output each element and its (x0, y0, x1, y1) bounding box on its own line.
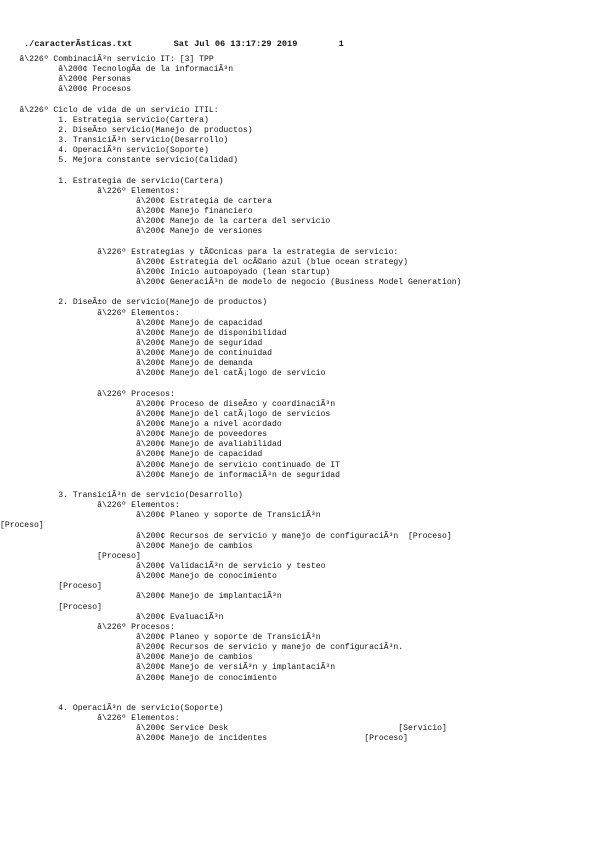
text-line: â\226º Procesos: (0, 389, 175, 399)
text-line: 2. DiseÃ±o de servicio(Manejo de productos) (0, 298, 268, 308)
text-line: â\200¢ Personas (0, 75, 132, 85)
text-line: â\200¢ Manejo de versiÃ³n y implantaciÃ³n (0, 663, 336, 673)
text-line: â\226º Estrategias y tÃ©cnicas para la estrategia de servicio: (0, 247, 399, 257)
text-line: â\200¢ Inicio autoapoyado (lean startup) (0, 267, 331, 277)
text-line: â\200¢ Manejo de capacidad (0, 318, 263, 328)
text-line: 1. Estrategia de servicio(Cartera) (0, 176, 224, 186)
text-line: â\226º CombinaciÃ³n servicio IT: [3] TPP (0, 55, 214, 64)
text-line: â\200¢ Manejo de poveedores (0, 430, 268, 440)
header-page-number: 1 (338, 39, 344, 49)
text-line (0, 96, 599, 106)
text-line (0, 380, 599, 390)
text-line: 2. DiseÃ±o servicio(Manejo de productos) (0, 125, 253, 135)
text-line: â\200¢ Service Desk [Servicio] (0, 724, 447, 734)
text-line: â\200¢ Manejo financiero (0, 207, 253, 217)
text-line: â\200¢ Recursos de servicio y manejo de configuraciÃ³n [Proceso] (0, 531, 452, 541)
text-line: 3. TransiciÃ³n de servicio(Desarrollo) (0, 491, 243, 501)
text-line: â\200¢ Manejo de seguridad (0, 338, 263, 348)
text-line: â\200¢ GeneraciÃ³n de modelo de negocio (Business Model Generation) (0, 278, 462, 288)
text-line: â\200¢ Manejo de conocimiento (0, 572, 277, 582)
text-line: â\200¢ Manejo de implantaciÃ³n (0, 592, 282, 602)
text-line: â\200¢ Estrategia del ocÃ©ano azul (blue ocean strategy) (0, 257, 408, 267)
text-line (0, 288, 599, 298)
text-line: â\200¢ TecnologÃa de la informaciÃ³n (0, 65, 234, 75)
text-line: [Proceso] (0, 602, 102, 612)
text-line (0, 481, 599, 491)
text-line (0, 694, 599, 704)
text-line: â\200¢ Manejo de la cartera del servicio (0, 217, 331, 227)
text-line: [Proceso] (0, 521, 44, 531)
text-line: [Proceso] (0, 582, 102, 592)
text-line: 3. TransiciÃ³n servicio(Desarrollo) (0, 136, 229, 146)
text-line: 4. OperaciÃ³n de servicio(Soporte) (0, 704, 224, 713)
text-line: â\226º Elementos: (0, 308, 180, 318)
header-gap-1 (132, 39, 173, 49)
text-line: [Proceso] (0, 551, 141, 561)
text-line: â\226º Elementos: (0, 714, 180, 724)
text-line (0, 238, 599, 248)
text-line: â\200¢ Proceso de diseÃ±o y coordinaciÃ³n (0, 399, 336, 409)
text-line: â\200¢ Manejo de informaciÃ³n de seguridad (0, 470, 340, 480)
text-line: â\200¢ Manejo de avaliabilidad (0, 440, 282, 450)
text-line: 5. Mejora constante servicio(Calidad) (0, 156, 238, 166)
text-line: â\200¢ Manejo de continuidad (0, 349, 272, 359)
text-line: â\200¢ Manejo del catÃ¡logo de servicios (0, 409, 331, 419)
text-line: â\200¢ Manejo de conocimiento (0, 673, 277, 683)
text-line: â\200¢ EvaluaciÃ³n (0, 612, 224, 622)
text-line: â\200¢ Manejo de demanda (0, 359, 253, 369)
document-body (0, 55, 599, 745)
text-line: â\200¢ Manejo de cambios (0, 653, 253, 663)
text-line: â\200¢ Manejo de incidentes [Proceso] (0, 734, 408, 744)
header-gap-2 (297, 39, 338, 49)
text-line: â\200¢ Manejo de cambios (0, 541, 253, 551)
text-line: 4. OperaciÃ³n servicio(Soporte) (0, 146, 209, 156)
text-line: â\200¢ Manejo de capacidad (0, 450, 263, 460)
text-line: â\200¢ Manejo de servicio continuado de IT (0, 460, 340, 470)
text-line: â\226º Elementos: (0, 186, 180, 196)
text-line: â\200¢ Manejo de versiones (0, 227, 263, 237)
text-line: â\200¢ ValidaciÃ³n de servicio y testeo (0, 562, 326, 572)
text-line (0, 684, 599, 694)
text-line: â\200¢ Recursos de servicio y manejo de configuraciÃ³n. (0, 643, 404, 653)
text-line: â\200¢ Manejo de disponibilidad (0, 328, 287, 338)
text-line: â\200¢ Planeo y soporte de TransiciÃ³n (0, 633, 321, 643)
text-line: â\226º Ciclo de vida de un servicio ITIL: (0, 105, 219, 115)
text-line: â\200¢ Manejo del catÃ¡logo de servicio (0, 369, 326, 379)
text-line: â\226º Elementos: (0, 501, 180, 511)
text-line: â\200¢ Manejo a nivel acordado (0, 420, 282, 430)
text-line: â\200¢ Procesos (0, 85, 132, 95)
text-line: â\200¢ Planeo y soporte de TransiciÃ³n (0, 511, 321, 521)
text-line: â\226º Procesos: (0, 622, 175, 632)
page-header (24, 40, 344, 49)
text-line: â\200¢ Estrategia de cartera (0, 196, 272, 206)
header-timestamp: Sat Jul 06 13:17:29 2019 (173, 39, 298, 49)
header-filename: ./caracterÃsticas.txt (24, 39, 133, 49)
text-line (0, 167, 599, 177)
text-line: 1. Estrategia servicio(Cartera) (0, 115, 209, 125)
